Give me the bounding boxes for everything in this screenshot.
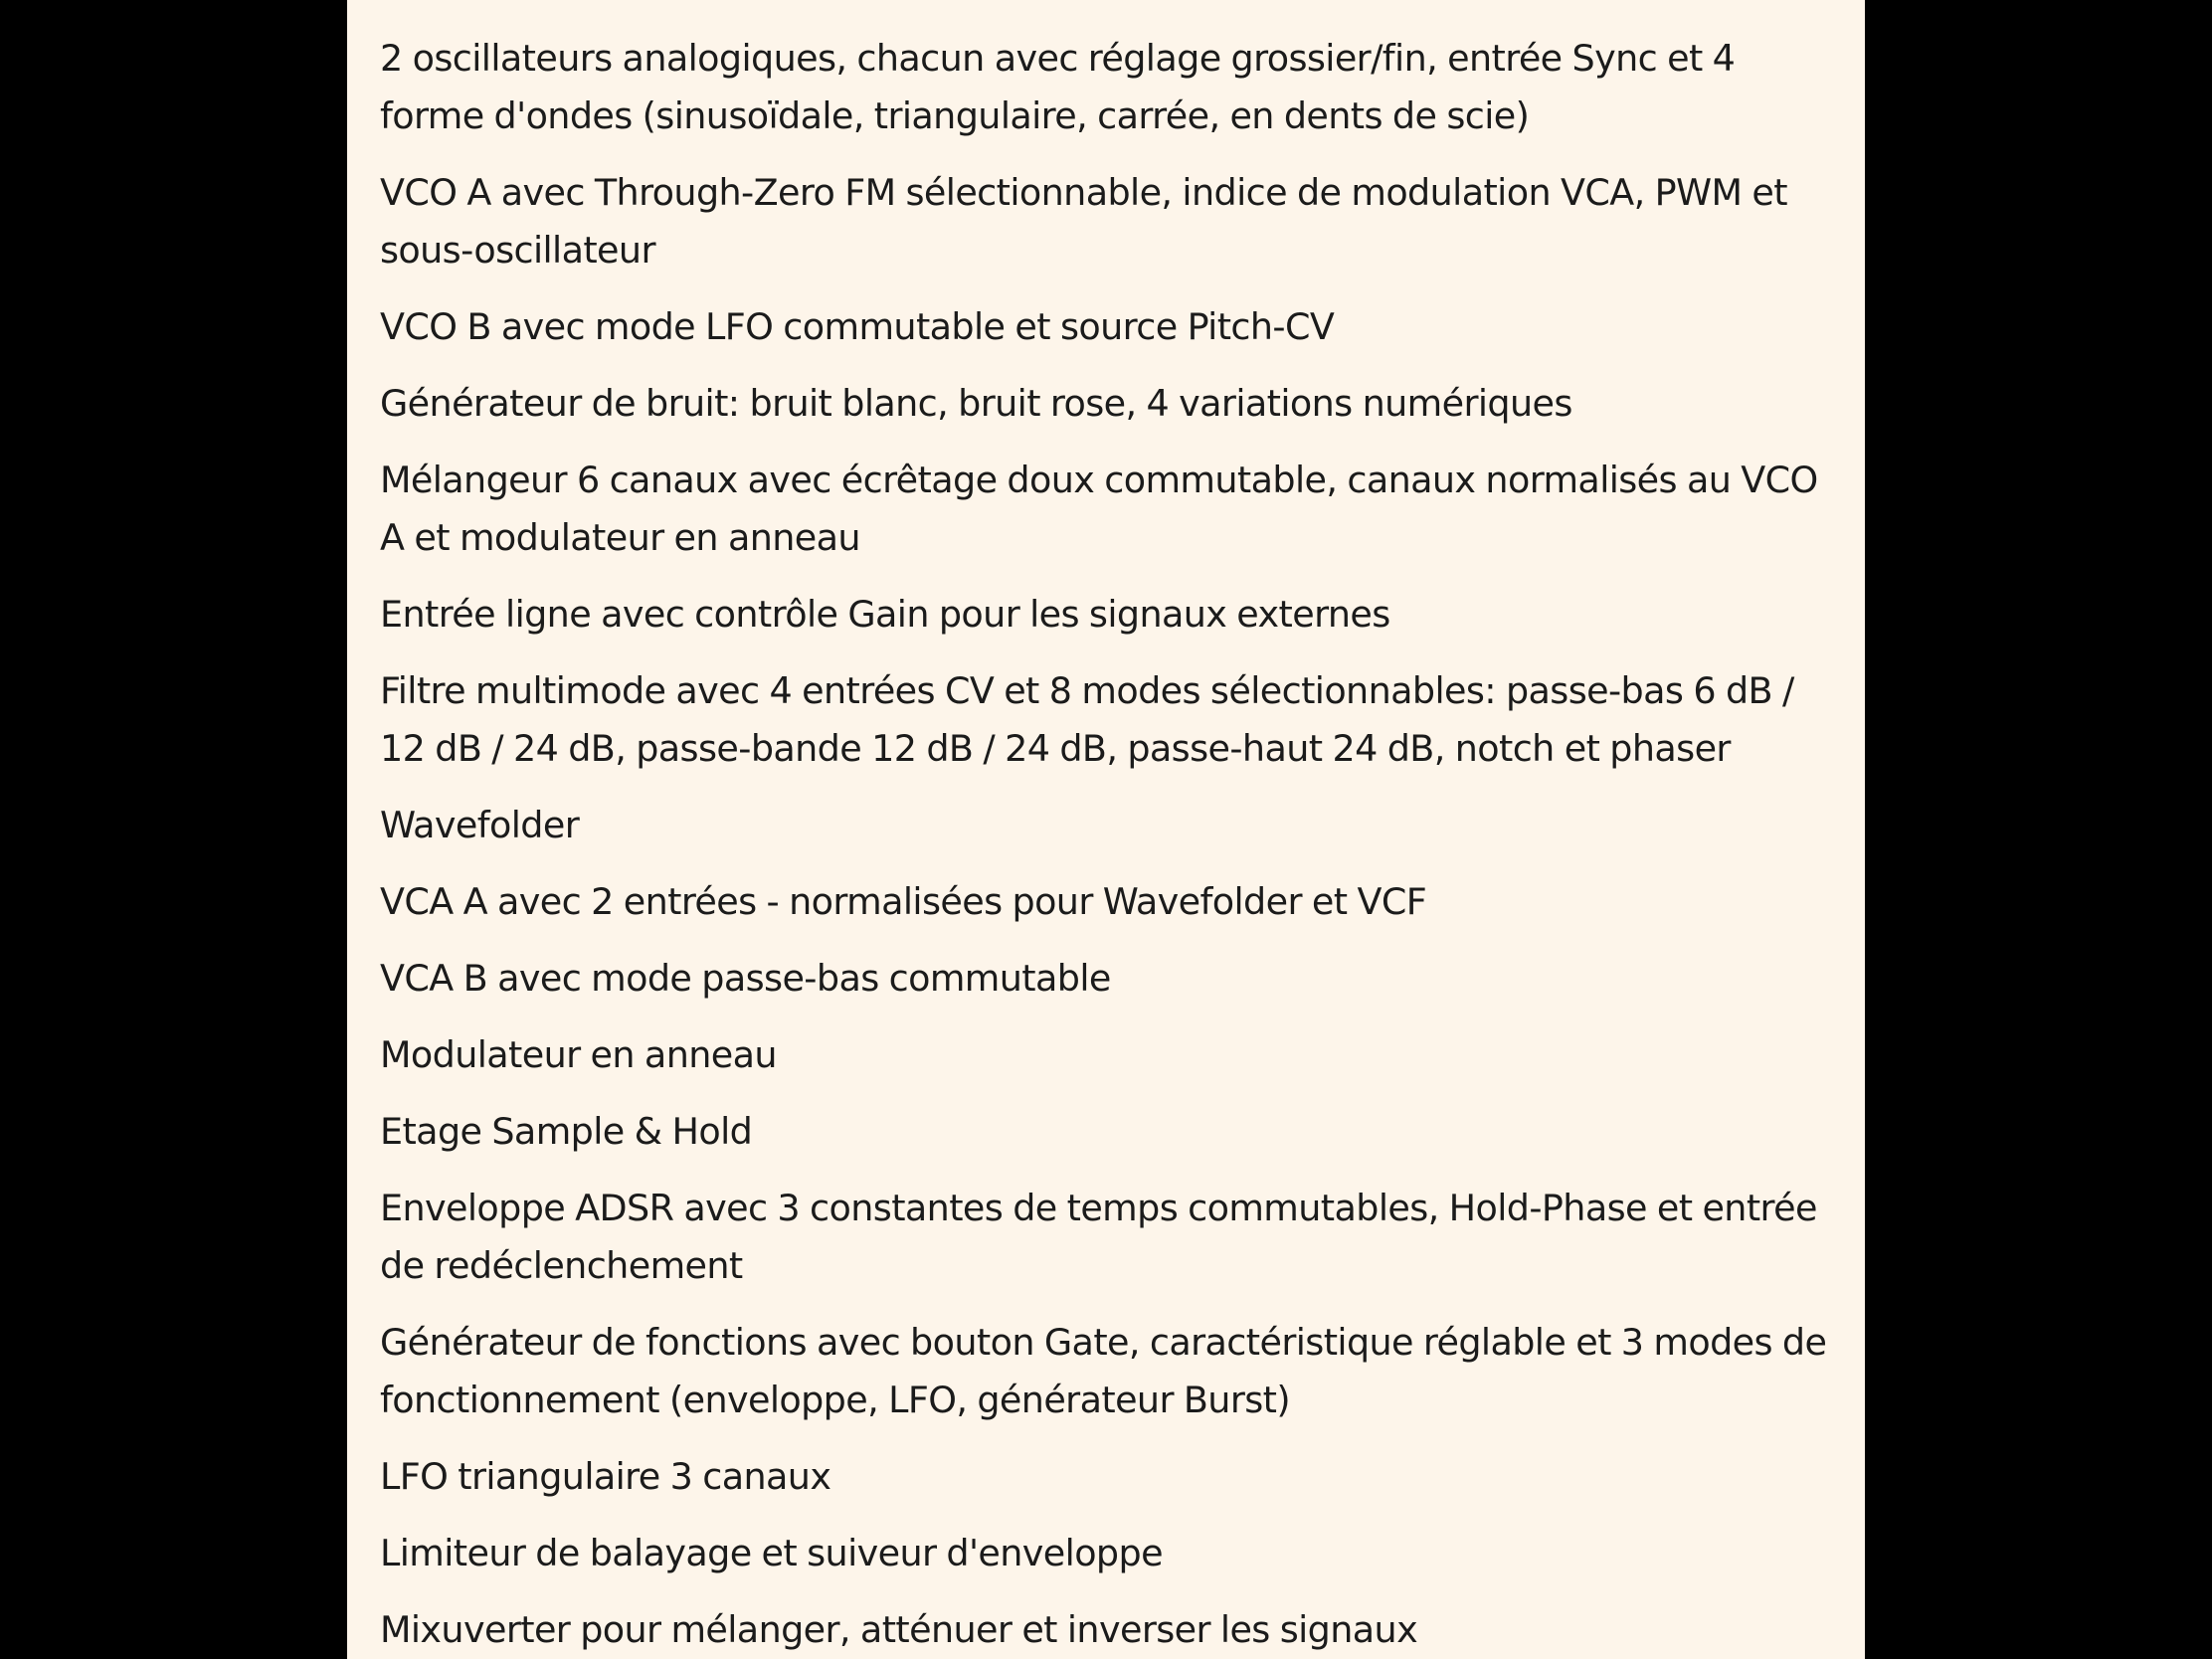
feature-item: Mélangeur 6 canaux avec écrêtage doux commutable, canaux normalisés au VCO A et modulateur en anneau: [380, 459, 1818, 559]
feature-item: Générateur de fonctions avec bouton Gate, caractéristique réglable et 3 modes de fonctionnement (enveloppe, LFO, générateur Burst): [380, 1321, 1827, 1421]
feature-item: LFO triangulaire 3 canaux: [380, 1455, 831, 1498]
feature-item: VCA B avec mode passe-bas commutable: [380, 957, 1111, 1000]
feature-item: Limiteur de balayage et suiveur d'enveloppe: [380, 1532, 1163, 1574]
feature-item: Modulateur en anneau: [380, 1033, 777, 1076]
feature-item: Filtre multimode avec 4 entrées CV et 8 modes sélectionnables: passe-bas 6 dB / 12 dB / 24 dB, passe-bande 12 dB / 24 dB, passe-haut 24 dB, notch et phaser: [380, 669, 1794, 770]
feature-item: Entrée ligne avec contrôle Gain pour les signaux externes: [380, 593, 1390, 636]
feature-item: Wavefolder: [380, 804, 580, 846]
feature-item: 2 oscillateurs analogiques, chacun avec réglage grossier/fin, entrée Sync et 4 forme d'ondes (sinusoïdale, triangulaire, carrée, en dents de scie): [380, 37, 1736, 137]
feature-item: Mixuverter pour mélanger, atténuer et inverser les signaux: [380, 1608, 1418, 1651]
feature-item: Générateur de bruit: bruit blanc, bruit rose, 4 variations numériques: [380, 382, 1572, 425]
content-panel: [347, 0, 1865, 1659]
feature-item: VCO A avec Through-Zero FM sélectionnable, indice de modulation VCA, PWM et sous-oscillateur: [380, 171, 1787, 272]
feature-list: [347, 0, 1842, 1659]
feature-item: VCO B avec mode LFO commutable et source Pitch-CV: [380, 305, 1335, 348]
feature-item: Etage Sample & Hold: [380, 1110, 753, 1153]
feature-item: VCA A avec 2 entrées - normalisées pour Wavefolder et VCF: [380, 880, 1427, 923]
feature-item: Enveloppe ADSR avec 3 constantes de temps commutables, Hold-Phase et entrée de redéclenchement: [380, 1187, 1817, 1287]
